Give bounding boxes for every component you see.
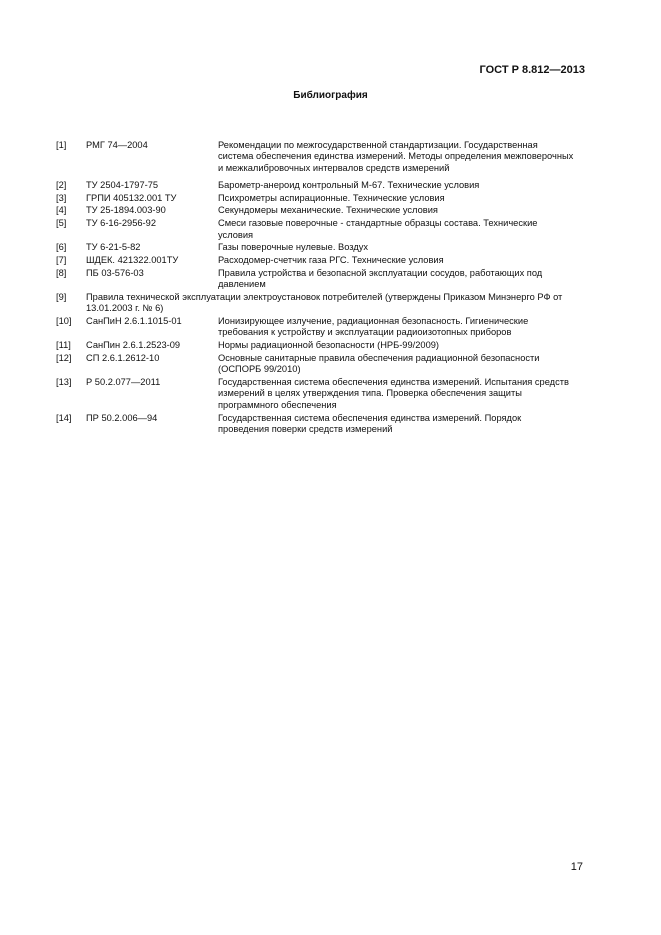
entry-text: Правила технической эксплуатации электроустановок потребителей (утверждены Приказом Минэнерго РФ от 13.01.2003 г. № 6) — [86, 292, 563, 314]
bib-entry-6 — [56, 242, 578, 253]
entry-number: [9] — [56, 292, 67, 303]
document-header: ГОСТ Р 8.812—2013 — [479, 64, 585, 76]
entry-text: Психрометры аспирационные. Технические условия — [218, 192, 445, 203]
entry-number: [7] — [56, 255, 67, 266]
entry-number: [1] — [56, 140, 67, 150]
bib-entry-10 — [56, 316, 578, 339]
entry-code: СанПиН 2.6.1.1015-01 — [86, 316, 182, 327]
bib-entry-4 — [56, 205, 578, 216]
bib-entry-14 — [56, 413, 578, 436]
entry-code: ТУ 25-1894.003-90 — [86, 205, 166, 216]
entry-code: ТУ 6-21-5-82 — [86, 242, 141, 253]
bib-entry-8 — [56, 268, 578, 291]
entry-number: [6] — [56, 242, 67, 253]
page-title: Библиография — [293, 90, 368, 101]
bibliography-list — [56, 140, 578, 437]
entry-text: Ионизирующее излучение, радиационная безопасность. Гигиенические требования к устройству и эксплуатации радиоизотопных приборов — [218, 316, 529, 338]
entry-number: [8] — [56, 267, 67, 278]
entry-code: Р 50.2.077—2011 — [86, 377, 161, 388]
entry-number: [3] — [56, 192, 67, 203]
bib-entry-12 — [56, 353, 578, 376]
entry-text: Государственная система обеспечения единства измерений. Порядок проведения поверки средств измерений — [218, 412, 522, 434]
entry-code: СанПин 2.6.1.2523-09 — [86, 340, 181, 351]
entry-number: [10] — [56, 316, 72, 327]
entry-number: [5] — [56, 218, 67, 229]
entry-text: Рекомендации по межгосударственной стандартизации. Государственная система обеспечения единства измерений. Методы определения межповерочных и межкалибровочных интервалов средств измерений — [218, 140, 574, 173]
entry-code: ПБ 03-576-03 — [86, 267, 144, 278]
entry-text: Расходомер-счетчик газа РГС. Технические условия — [218, 255, 444, 266]
entry-text: Государственная система обеспечения единства измерений. Испытания средств измерений в целях утверждения типа. Проверка обеспечения защиты программного обеспечения — [218, 377, 569, 410]
bib-entry-1 — [56, 140, 578, 174]
bib-entry-13 — [56, 377, 578, 411]
entry-text: Секундомеры механические. Технические условия — [218, 205, 438, 216]
bib-entry-7 — [56, 255, 578, 266]
entry-number: [11] — [56, 340, 71, 351]
entry-code: ПР 50.2.006—94 — [86, 412, 158, 423]
entry-number: [4] — [56, 205, 67, 216]
bib-entry-2 — [56, 180, 578, 191]
entry-code: ГРПИ 405132.001 ТУ — [86, 192, 177, 203]
entry-code: ТУ 6-16-2956-92 — [86, 218, 156, 229]
entry-code: СП 2.6.1.2612-10 — [86, 353, 160, 364]
entry-text: Барометр-анероид контрольный М-67. Технические условия — [218, 179, 480, 190]
page-number: 17 — [570, 861, 583, 873]
bib-entry-3 — [56, 193, 578, 204]
bib-entry-11 — [56, 340, 578, 351]
entry-text: Смеси газовые поверочные - стандартные образцы состава. Технические условия — [218, 218, 538, 240]
entry-text: Нормы радиационной безопасности (НРБ-99/2009) — [218, 340, 440, 351]
entry-code: РМГ 74—2004 — [86, 140, 148, 150]
entry-number: [12] — [56, 353, 72, 364]
entry-text: Правила устройства и безопасной эксплуатации сосудов, работающих под давлением — [218, 267, 543, 290]
entry-number: [13] — [56, 377, 72, 388]
entry-number: [2] — [56, 179, 67, 190]
bib-entry-9 — [56, 292, 578, 315]
entry-code: ШДЕК. 421322.001ТУ — [86, 255, 179, 266]
entry-code: ТУ 2504-1797-75 — [86, 179, 159, 190]
entry-text: Основные санитарные правила обеспечения радиационной безопасности (ОСПОРБ 99/2010) — [218, 353, 540, 375]
entry-text: Газы поверочные нулевые. Воздух — [218, 242, 369, 253]
bib-entry-5 — [56, 218, 578, 241]
entry-number: [14] — [56, 412, 72, 423]
